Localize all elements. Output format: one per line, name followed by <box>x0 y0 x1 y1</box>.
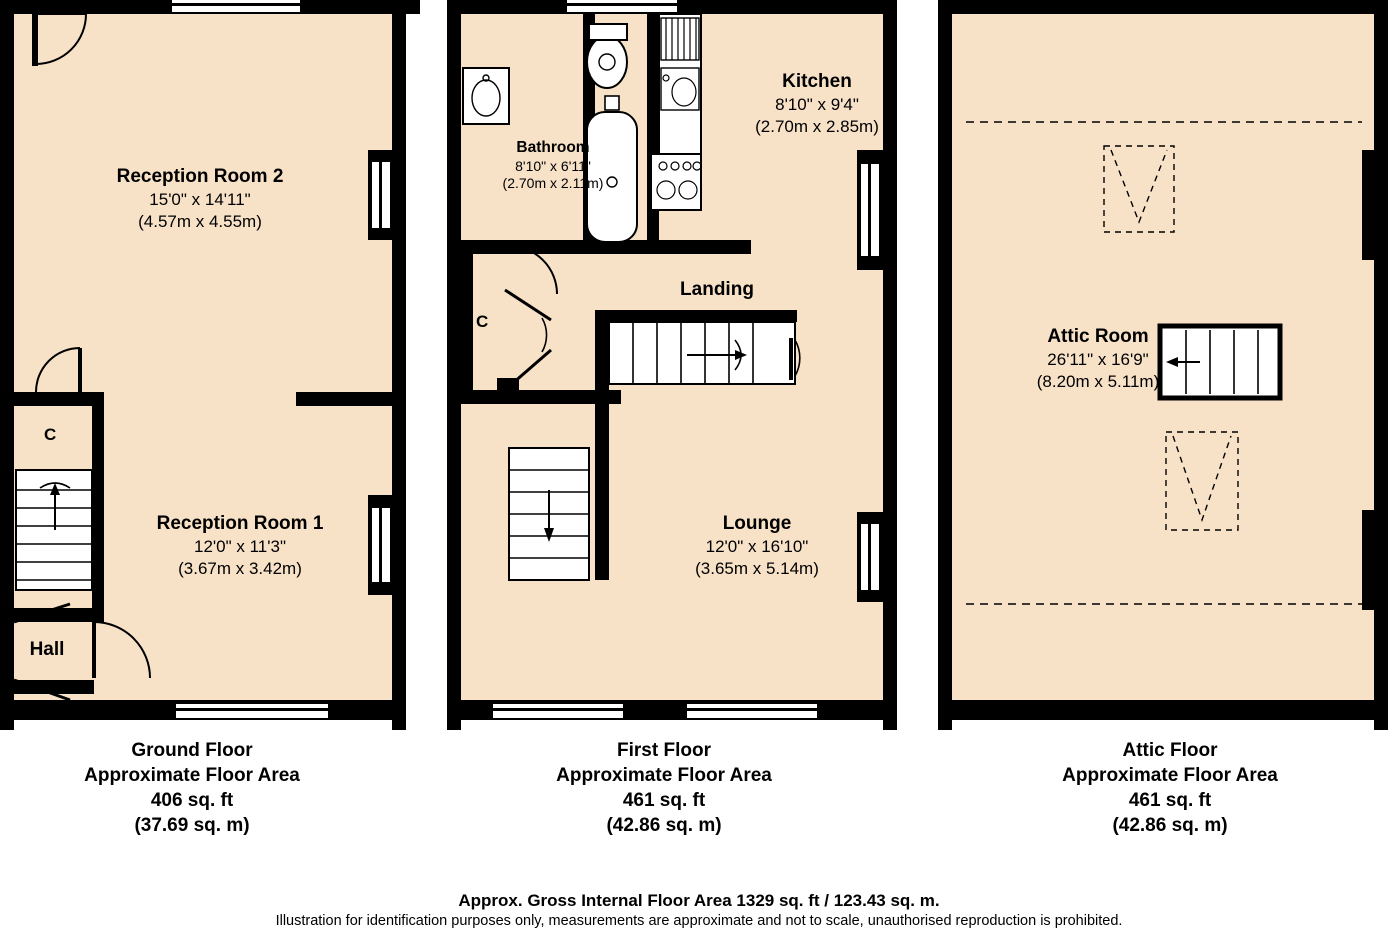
room-label-reception-room-1 <box>70 512 410 579</box>
room-dim-metric: (2.70m x 2.11m) <box>502 175 604 192</box>
caption-line-3: 406 sq. ft <box>150 790 234 812</box>
room-label-landing <box>622 278 812 302</box>
room-name: Bathroom <box>516 139 590 156</box>
caption-line-4: (37.69 sq. m) <box>134 815 250 837</box>
room-dim-imperial: 26'11" x 16'9" <box>1047 350 1149 370</box>
caption-ground-floor <box>0 738 402 838</box>
attic-floor-plan <box>938 0 1388 730</box>
room-name: Landing <box>680 279 754 300</box>
cupboard-marker-first: C <box>476 312 489 331</box>
room-label-lounge <box>612 512 902 579</box>
ground-floor-plan <box>0 0 420 730</box>
room-name: Attic Room <box>1047 326 1149 347</box>
caption-line-2: Approximate Floor Area <box>1062 765 1278 787</box>
room-name: Reception Room 2 <box>116 166 284 187</box>
gross-internal-area-text: Approx. Gross Internal Floor Area 1329 sq. ft / 123.43 sq. m. <box>458 891 940 910</box>
room-name: Kitchen <box>782 71 852 92</box>
room-dim-imperial: 8'10" x 6'11" <box>515 157 591 174</box>
caption-first-floor <box>454 738 874 838</box>
room-name: Hall <box>29 639 65 660</box>
caption-attic-floor <box>960 738 1380 838</box>
room-dim-metric: (2.70m x 2.85m) <box>755 116 879 136</box>
room-name: Lounge <box>722 513 792 534</box>
room-label-bathroom <box>453 138 653 193</box>
room-dim-metric: (8.20m x 5.11m) <box>1036 371 1160 391</box>
cupboard-marker-ground: C <box>44 425 57 444</box>
caption-line-2: Approximate Floor Area <box>84 765 300 787</box>
room-dim-imperial: 12'0" x 11'3" <box>194 537 286 557</box>
room-label-kitchen <box>697 70 937 137</box>
room-dim-metric: (3.67m x 3.42m) <box>178 558 302 578</box>
caption-line-1: Attic Floor <box>1122 740 1218 761</box>
room-label-attic-room <box>958 325 1238 392</box>
caption-line-3: 461 sq. ft <box>622 790 706 812</box>
room-dim-imperial: 8'10" x 9'4" <box>775 95 859 115</box>
room-dim-imperial: 15'0" x 14'11" <box>149 190 251 210</box>
caption-line-3: 461 sq. ft <box>1128 790 1212 812</box>
ground-floor-details <box>0 0 420 730</box>
room-dim-metric: (3.65m x 5.14m) <box>695 558 819 578</box>
caption-line-2: Approximate Floor Area <box>556 765 772 787</box>
caption-line-4: (42.86 sq. m) <box>1112 815 1228 837</box>
room-label-reception-room-2 <box>30 165 370 232</box>
first-floor-plan <box>447 0 897 730</box>
room-dim-metric: (4.57m x 4.55m) <box>138 211 262 231</box>
caption-line-4: (42.86 sq. m) <box>606 815 722 837</box>
room-label-hall <box>0 638 102 662</box>
disclaimer-text: Illustration for identification purposes only, measurements are approximate and not to scale, unauthorised reproduction is prohibited. <box>275 913 1123 929</box>
caption-line-1: Ground Floor <box>131 740 253 761</box>
room-dim-imperial: 12'0" x 16'10" <box>705 537 809 557</box>
room-name: Reception Room 1 <box>156 513 324 534</box>
caption-line-1: First Floor <box>617 740 711 761</box>
